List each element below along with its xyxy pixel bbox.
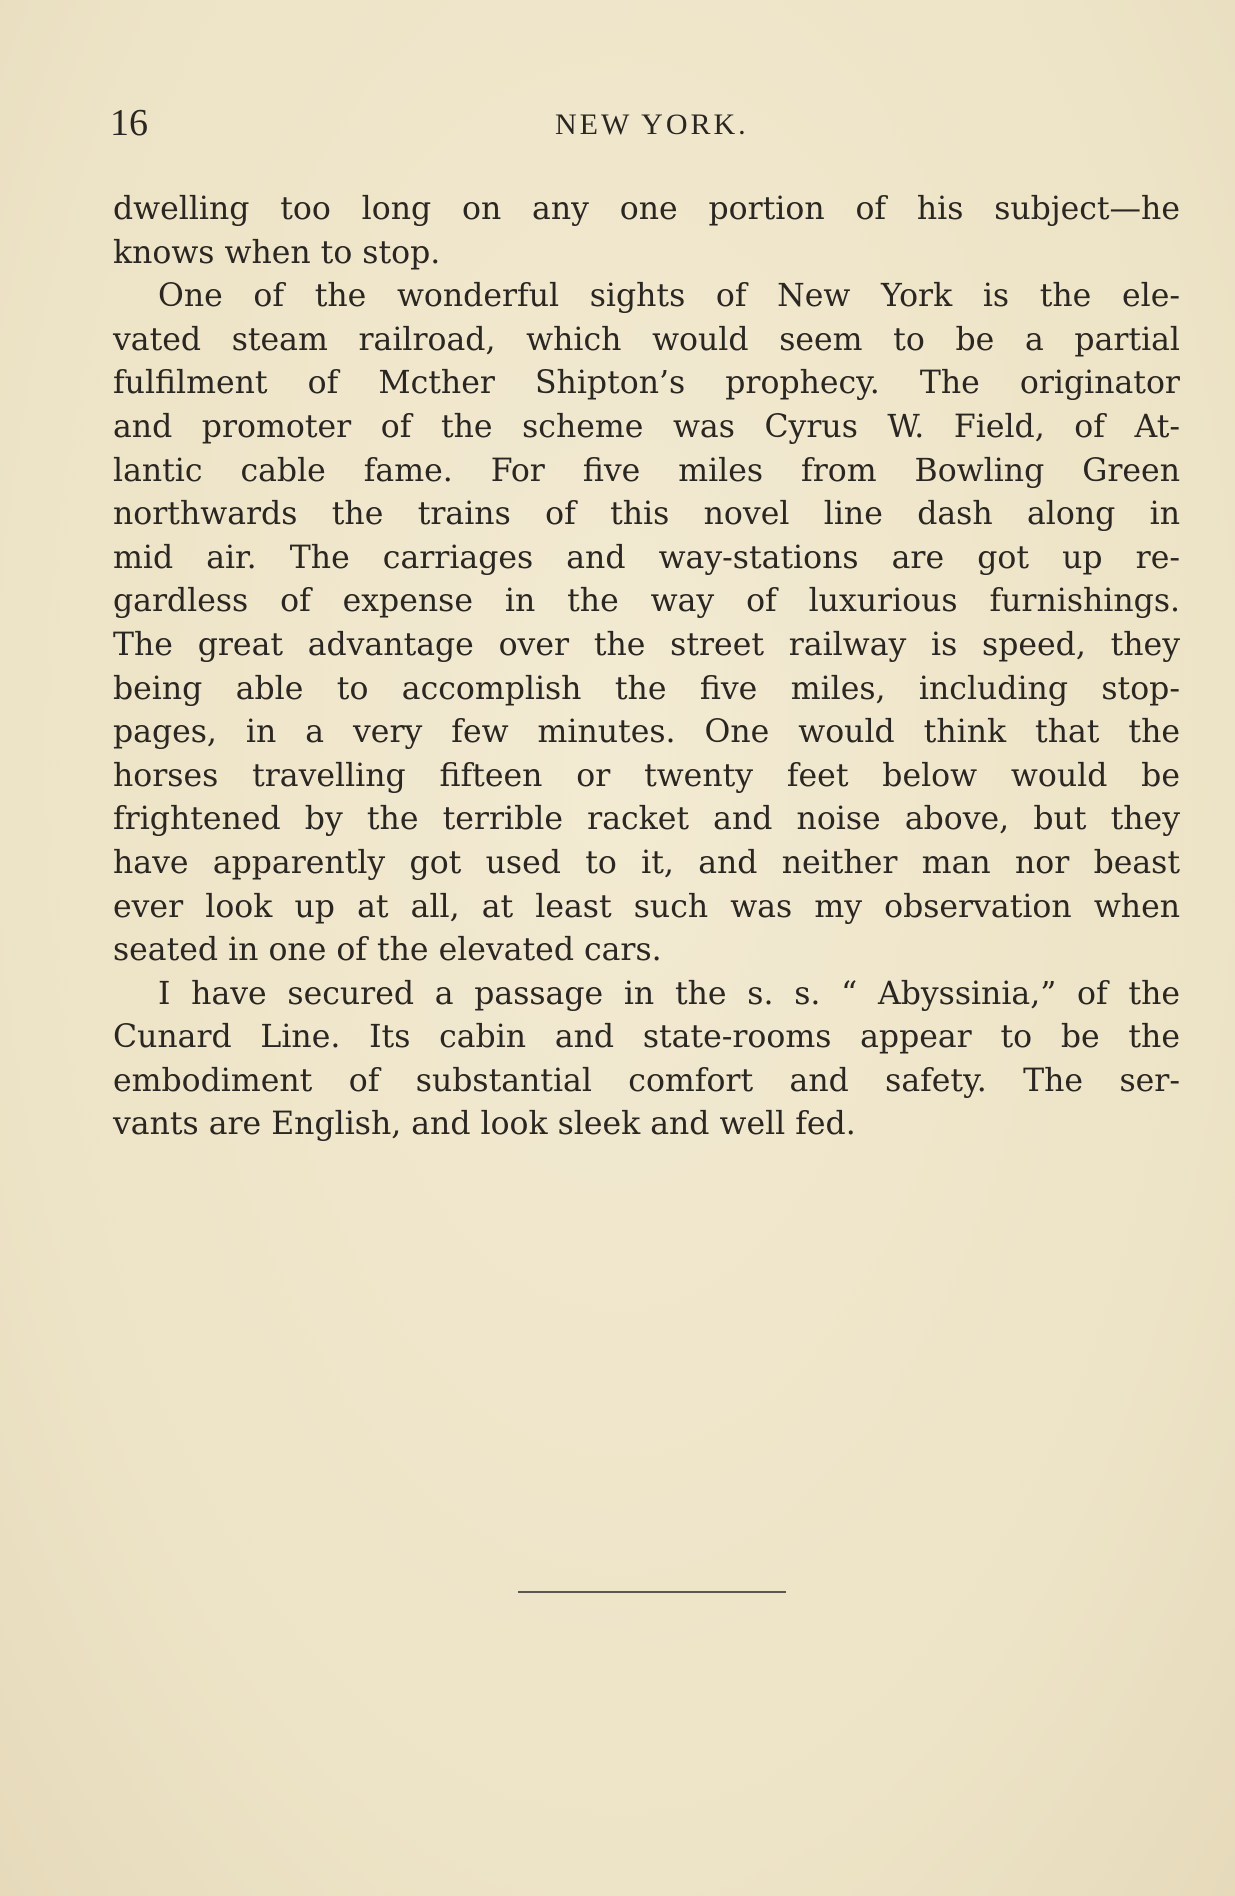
text-line: mid air. The carriages and way-stations are got up re- — [113, 539, 1180, 576]
text-line: vated steam railroad, which would seem to be a partial — [113, 321, 1180, 358]
text-line: vants are English, and look sleek and well fed. — [113, 1106, 856, 1143]
text-line: have apparently got used to it, and neither man nor beast — [113, 844, 1180, 881]
text-line: Cunard Line. Its cabin and state-rooms appear to be the — [113, 1019, 1180, 1056]
text-line: dwelling too long on any one portion of his subject—he — [113, 191, 1180, 227]
text-line: embodiment of substantial comfort and safety. The ser- — [113, 1062, 1180, 1099]
text-line: knows when to stop. — [113, 234, 441, 271]
text-line: frightened by the terrible racket and noise above, but they — [113, 801, 1180, 838]
text-line: northwards the trains of this novel line dash along in — [113, 496, 1180, 533]
chapter-end-rule — [518, 1591, 786, 1593]
text-line: pages, in a very few minutes. One would think that the — [113, 714, 1180, 751]
body-text — [113, 188, 1180, 1147]
text-line: fulfilment of Mcther Shipton’s prophecy. The originator — [113, 365, 1180, 402]
text-line: lantic cable fame. For five miles from Bowling Green — [113, 452, 1180, 489]
page-number: 16 — [110, 102, 148, 144]
text-line: The great advantage over the street railway is speed, they — [113, 626, 1180, 663]
paragraph-first-line: One of the wonderful sights of New York is the ele- — [158, 278, 1180, 315]
text-line: and promoter of the scheme was Cyrus W. Field, of At- — [113, 408, 1180, 445]
text-line: being able to accomplish the five miles, including stop- — [113, 670, 1180, 707]
paragraph-first-line: I have secured a passage in the s. s. “ Abyssinia,” of the — [158, 975, 1180, 1012]
text-line: seated in one of the elevated cars. — [113, 932, 662, 969]
running-title: NEW YORK. — [555, 108, 749, 141]
text-line: horses travelling fifteen or twenty feet below would be — [113, 757, 1180, 794]
running-head — [110, 103, 1185, 143]
text-line: gardless of expense in the way of luxurious furnishings. — [113, 583, 1180, 620]
text-line: ever look up at all, at least such was my observation when — [113, 888, 1180, 925]
